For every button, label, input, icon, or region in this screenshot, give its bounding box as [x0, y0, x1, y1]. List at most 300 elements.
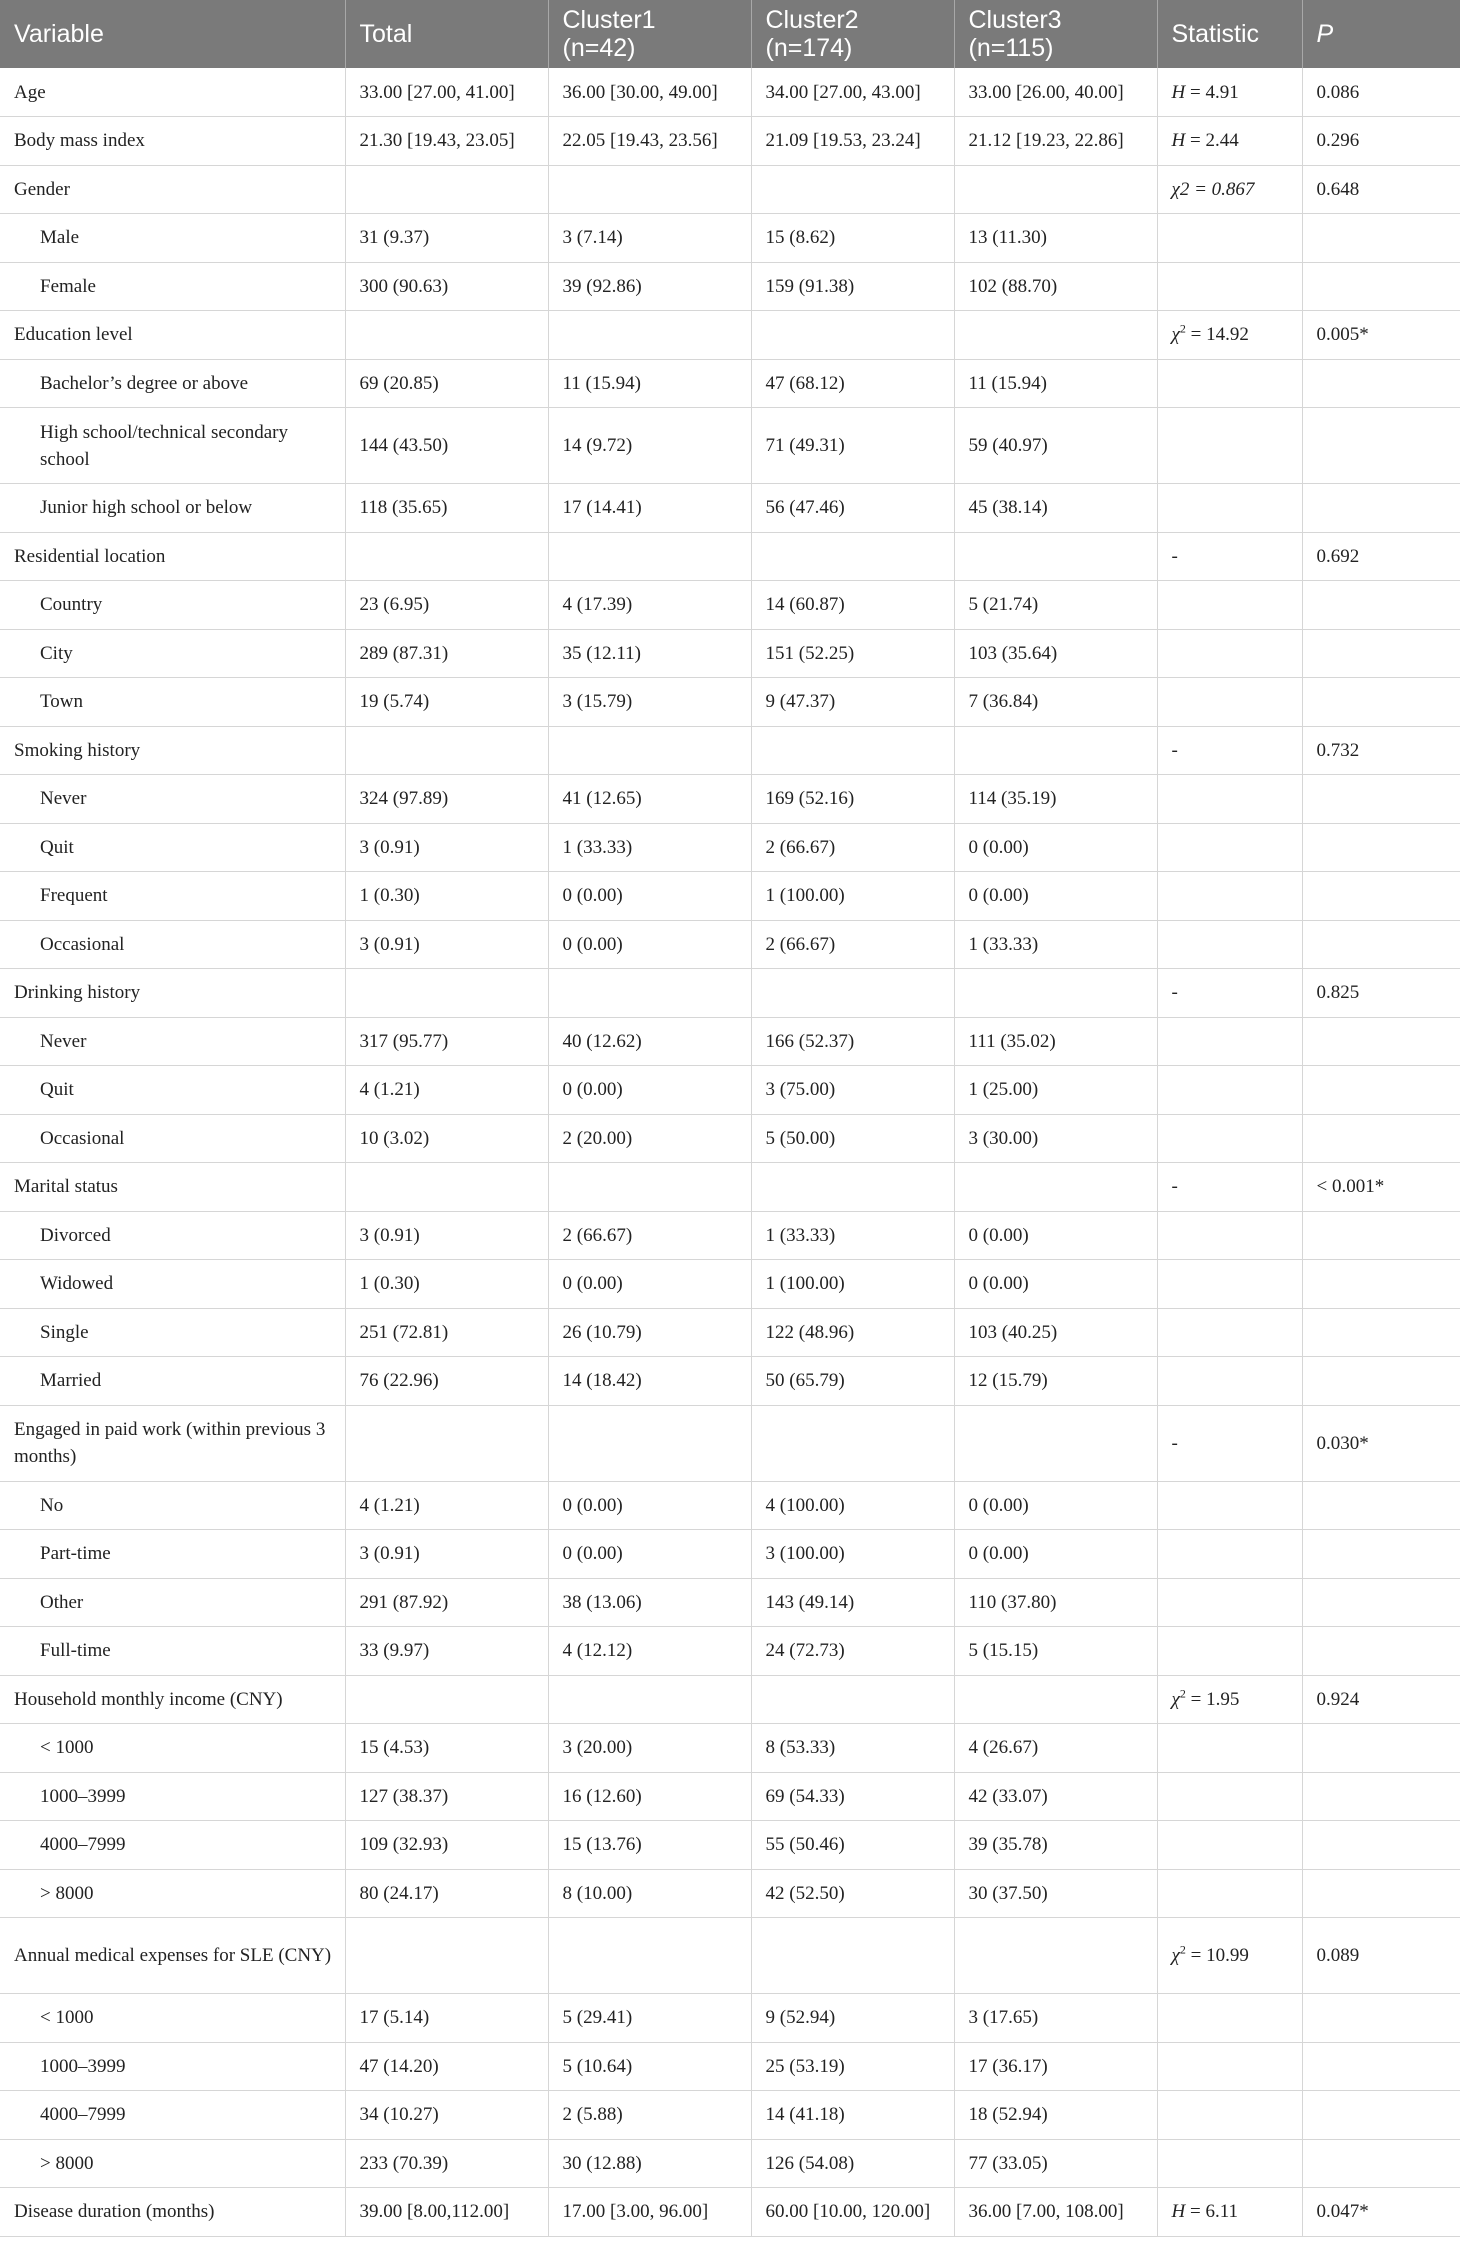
header-cluster1 [548, 0, 751, 68]
table-row-subcategory [0, 2042, 1460, 2091]
table-row-subcategory [0, 823, 1460, 872]
cell-statistic [1157, 2042, 1302, 2091]
cell-cluster3: 77 (33.05) [954, 2139, 1157, 2188]
statistic-value: = 10.99 [1185, 1945, 1249, 1966]
cell-p-value [1302, 872, 1460, 921]
cell-total: 233 (70.39) [345, 2139, 548, 2188]
cell-total: 300 (90.63) [345, 262, 548, 311]
cell-total: 23 (6.95) [345, 581, 548, 630]
cell-cluster2: 1 (100.00) [751, 1260, 954, 1309]
statistic-value: = 4.91 [1185, 81, 1239, 103]
cell-cluster1: 14 (9.72) [548, 408, 751, 484]
cell-cluster1: 0 (0.00) [548, 872, 751, 921]
cell-statistic [1157, 1308, 1302, 1357]
cell-total: 33.00 [27.00, 41.00] [345, 68, 548, 117]
cell-cluster1: 0 (0.00) [548, 1481, 751, 1530]
cell-cluster3: 0 (0.00) [954, 1530, 1157, 1579]
cell-cluster3: 114 (35.19) [954, 775, 1157, 824]
table-row-subcategory [0, 262, 1460, 311]
cell-cluster1 [548, 532, 751, 581]
cell-variable: Divorced [0, 1211, 345, 1260]
cell-cluster3: 33.00 [26.00, 40.00] [954, 68, 1157, 117]
table-row-variable [0, 68, 1460, 117]
statistic-superscript: 2 [1179, 321, 1186, 336]
cell-cluster2: 1 (33.33) [751, 1211, 954, 1260]
header-cluster2-n: (n=174) [765, 34, 853, 62]
cell-total [345, 1405, 548, 1481]
cell-total: 15 (4.53) [345, 1724, 548, 1773]
cell-p-value [1302, 1211, 1460, 1260]
cell-cluster2: 151 (52.25) [751, 629, 954, 678]
cell-statistic [1157, 726, 1302, 775]
cell-p-value [1302, 678, 1460, 727]
cell-variable: Frequent [0, 872, 345, 921]
cell-cluster3 [954, 311, 1157, 360]
cell-total: 118 (35.65) [345, 484, 548, 533]
cell-statistic [1157, 920, 1302, 969]
cell-p-value: 0.732 [1302, 726, 1460, 775]
cell-cluster3: 12 (15.79) [954, 1357, 1157, 1406]
cell-cluster1 [548, 726, 751, 775]
cell-variable: < 1000 [0, 1724, 345, 1773]
cell-total [345, 1163, 548, 1212]
cell-statistic [1157, 2091, 1302, 2140]
statistic-superscript: 2 [1179, 1942, 1186, 1957]
cell-cluster2: 2 (66.67) [751, 823, 954, 872]
cell-statistic [1157, 581, 1302, 630]
table-row-variable [0, 969, 1460, 1018]
cell-total: 69 (20.85) [345, 359, 548, 408]
cell-p-value: 0.924 [1302, 1675, 1460, 1724]
cell-p-value [1302, 1578, 1460, 1627]
cell-cluster3 [954, 532, 1157, 581]
cell-statistic [1157, 532, 1302, 581]
table-row-subcategory [0, 2139, 1460, 2188]
cell-cluster2: 2 (66.67) [751, 920, 954, 969]
table-row-subcategory [0, 872, 1460, 921]
cell-cluster2: 1 (100.00) [751, 872, 954, 921]
cell-statistic [1157, 359, 1302, 408]
cell-p-value [1302, 2091, 1460, 2140]
cell-cluster1: 0 (0.00) [548, 1260, 751, 1309]
cell-p-value [1302, 2139, 1460, 2188]
cell-p-value: 0.005* [1302, 311, 1460, 360]
table-body [0, 68, 1460, 2236]
cell-total [345, 969, 548, 1018]
cell-cluster2: 21.09 [19.53, 23.24] [751, 117, 954, 166]
cell-cluster3 [954, 1405, 1157, 1481]
cell-p-value [1302, 1994, 1460, 2043]
statistic-value: = 2.44 [1185, 130, 1239, 152]
cell-cluster2: 5 (50.00) [751, 1114, 954, 1163]
table-row-subcategory [0, 1114, 1460, 1163]
cell-total: 47 (14.20) [345, 2042, 548, 2091]
cell-cluster2: 14 (60.87) [751, 581, 954, 630]
cell-statistic [1157, 1260, 1302, 1309]
cell-p-value [1302, 1724, 1460, 1773]
cell-p-value [1302, 1066, 1460, 1115]
cell-cluster3: 1 (25.00) [954, 1066, 1157, 1115]
cell-cluster1: 38 (13.06) [548, 1578, 751, 1627]
cell-cluster2: 50 (65.79) [751, 1357, 954, 1406]
statistic-symbol: χ [1171, 1945, 1180, 1966]
cell-cluster3: 3 (30.00) [954, 1114, 1157, 1163]
table-row-variable [0, 117, 1460, 166]
cell-total: 317 (95.77) [345, 1017, 548, 1066]
statistic-superscript: 2 [1179, 1686, 1186, 1701]
header-cluster2-name: Cluster2 [765, 6, 859, 34]
cell-cluster1 [548, 311, 751, 360]
table-row-subcategory [0, 629, 1460, 678]
cell-cluster1: 16 (12.60) [548, 1772, 751, 1821]
cell-p-value [1302, 1114, 1460, 1163]
cell-cluster1: 3 (20.00) [548, 1724, 751, 1773]
table-row-variable [0, 311, 1460, 360]
cell-total: 3 (0.91) [345, 920, 548, 969]
cell-cluster3 [954, 726, 1157, 775]
cell-total: 127 (38.37) [345, 1772, 548, 1821]
cell-cluster1: 8 (10.00) [548, 1869, 751, 1918]
cell-cluster1: 11 (15.94) [548, 359, 751, 408]
cell-statistic [1157, 775, 1302, 824]
cell-variable: 1000–3999 [0, 1772, 345, 1821]
cell-statistic [1157, 1675, 1302, 1724]
cell-variable: Never [0, 1017, 345, 1066]
cell-variable: Smoking history [0, 726, 345, 775]
cell-total: 33 (9.97) [345, 1627, 548, 1676]
cell-cluster3: 0 (0.00) [954, 1481, 1157, 1530]
cell-p-value [1302, 581, 1460, 630]
cell-cluster3 [954, 1675, 1157, 1724]
cell-cluster2: 55 (50.46) [751, 1821, 954, 1870]
table-row-subcategory [0, 1994, 1460, 2043]
cell-cluster1: 40 (12.62) [548, 1017, 751, 1066]
cell-cluster1: 14 (18.42) [548, 1357, 751, 1406]
cell-p-value [1302, 1821, 1460, 1870]
cell-total: 76 (22.96) [345, 1357, 548, 1406]
cell-statistic [1157, 1918, 1302, 1994]
cell-cluster2: 4 (100.00) [751, 1481, 954, 1530]
cell-cluster2: 15 (8.62) [751, 214, 954, 263]
cell-cluster3: 0 (0.00) [954, 1211, 1157, 1260]
cell-p-value [1302, 1530, 1460, 1579]
table-row-subcategory [0, 2091, 1460, 2140]
cell-p-value [1302, 1481, 1460, 1530]
cell-statistic [1157, 1357, 1302, 1406]
cell-cluster2 [751, 1918, 954, 1994]
cell-total: 289 (87.31) [345, 629, 548, 678]
cell-variable: Body mass index [0, 117, 345, 166]
cell-cluster1: 5 (29.41) [548, 1994, 751, 2043]
cell-total: 10 (3.02) [345, 1114, 548, 1163]
cell-p-value [1302, 920, 1460, 969]
cell-p-value [1302, 1869, 1460, 1918]
cell-cluster2 [751, 1675, 954, 1724]
cell-variable: Quit [0, 823, 345, 872]
cell-cluster2 [751, 165, 954, 214]
cell-total: 3 (0.91) [345, 823, 548, 872]
cell-p-value: < 0.001* [1302, 1163, 1460, 1212]
cell-cluster1 [548, 1405, 751, 1481]
cell-cluster2 [751, 311, 954, 360]
cell-statistic [1157, 1405, 1302, 1481]
cell-cluster2: 3 (100.00) [751, 1530, 954, 1579]
cell-total: 80 (24.17) [345, 1869, 548, 1918]
cell-variable: 4000–7999 [0, 1821, 345, 1870]
table-row-subcategory [0, 214, 1460, 263]
cell-cluster3 [954, 969, 1157, 1018]
cell-cluster1: 36.00 [30.00, 49.00] [548, 68, 751, 117]
table-row-subcategory [0, 1530, 1460, 1579]
cell-p-value: 0.086 [1302, 68, 1460, 117]
table-row-variable [0, 1918, 1460, 1994]
cell-statistic [1157, 969, 1302, 1018]
header-cluster3-name: Cluster3 [968, 6, 1062, 34]
cell-cluster2: 47 (68.12) [751, 359, 954, 408]
cell-statistic [1157, 1114, 1302, 1163]
cell-p-value [1302, 359, 1460, 408]
cell-cluster3: 11 (15.94) [954, 359, 1157, 408]
cell-cluster1: 3 (7.14) [548, 214, 751, 263]
cell-p-value [1302, 262, 1460, 311]
cell-statistic [1157, 2139, 1302, 2188]
cell-cluster1: 15 (13.76) [548, 1821, 751, 1870]
header-total: Total [345, 0, 548, 68]
cell-statistic [1157, 1578, 1302, 1627]
cell-cluster2: 169 (52.16) [751, 775, 954, 824]
cell-p-value: 0.296 [1302, 117, 1460, 166]
cell-variable: City [0, 629, 345, 678]
cell-statistic [1157, 678, 1302, 727]
cell-cluster2: 122 (48.96) [751, 1308, 954, 1357]
cell-statistic [1157, 1994, 1302, 2043]
cell-cluster1: 30 (12.88) [548, 2139, 751, 2188]
cell-cluster2: 143 (49.14) [751, 1578, 954, 1627]
cell-cluster2: 56 (47.46) [751, 484, 954, 533]
cell-cluster2 [751, 1163, 954, 1212]
cell-cluster3: 7 (36.84) [954, 678, 1157, 727]
statistic-value: - [1171, 739, 1178, 761]
cell-cluster3: 102 (88.70) [954, 262, 1157, 311]
cell-statistic [1157, 311, 1302, 360]
cell-variable: Male [0, 214, 345, 263]
cell-cluster3: 17 (36.17) [954, 2042, 1157, 2091]
cell-cluster3: 39 (35.78) [954, 1821, 1157, 1870]
table-row-variable [0, 1405, 1460, 1481]
cell-cluster3: 3 (17.65) [954, 1994, 1157, 2043]
cell-cluster3: 111 (35.02) [954, 1017, 1157, 1066]
table-row-subcategory [0, 775, 1460, 824]
cell-variable: Engaged in paid work (within previous 3 months) [0, 1405, 345, 1481]
cell-total: 1 (0.30) [345, 872, 548, 921]
cell-p-value [1302, 1357, 1460, 1406]
cell-cluster2: 8 (53.33) [751, 1724, 954, 1773]
cell-cluster1 [548, 165, 751, 214]
cell-variable: Age [0, 68, 345, 117]
table-row-subcategory [0, 1066, 1460, 1115]
cell-p-value [1302, 1627, 1460, 1676]
cell-statistic [1157, 872, 1302, 921]
cell-cluster1: 2 (5.88) [548, 2091, 751, 2140]
table-row-subcategory [0, 1308, 1460, 1357]
cell-cluster3: 110 (37.80) [954, 1578, 1157, 1627]
cell-variable: Other [0, 1578, 345, 1627]
header-p-value: P [1302, 0, 1460, 68]
cell-cluster3: 0 (0.00) [954, 872, 1157, 921]
cell-variable: Education level [0, 311, 345, 360]
cell-cluster1: 1 (33.33) [548, 823, 751, 872]
cell-total: 1 (0.30) [345, 1260, 548, 1309]
cell-cluster1: 41 (12.65) [548, 775, 751, 824]
cell-cluster1: 5 (10.64) [548, 2042, 751, 2091]
table-row-subcategory [0, 1821, 1460, 1870]
cell-variable: Quit [0, 1066, 345, 1115]
cell-cluster3: 5 (21.74) [954, 581, 1157, 630]
cell-p-value: 0.089 [1302, 1918, 1460, 1994]
cell-statistic [1157, 1724, 1302, 1773]
cell-cluster1 [548, 969, 751, 1018]
cell-cluster2 [751, 969, 954, 1018]
cell-variable: No [0, 1481, 345, 1530]
cell-cluster3 [954, 1163, 1157, 1212]
cell-statistic [1157, 1066, 1302, 1115]
cell-statistic [1157, 117, 1302, 166]
cell-p-value: 0.825 [1302, 969, 1460, 1018]
cell-p-value [1302, 484, 1460, 533]
cell-cluster1: 2 (66.67) [548, 1211, 751, 1260]
cell-total: 4 (1.21) [345, 1066, 548, 1115]
table-row-subcategory [0, 1017, 1460, 1066]
cell-cluster2: 69 (54.33) [751, 1772, 954, 1821]
cell-statistic [1157, 1017, 1302, 1066]
cell-p-value: 0.692 [1302, 532, 1460, 581]
cell-cluster3: 103 (35.64) [954, 629, 1157, 678]
cell-statistic [1157, 262, 1302, 311]
cell-total [345, 165, 548, 214]
cell-statistic [1157, 629, 1302, 678]
cell-variable: Never [0, 775, 345, 824]
cell-cluster2: 9 (47.37) [751, 678, 954, 727]
cell-p-value: 0.030* [1302, 1405, 1460, 1481]
cell-statistic [1157, 1627, 1302, 1676]
statistic-value: = 14.92 [1185, 324, 1249, 346]
statistic-value: - [1171, 1176, 1178, 1198]
cell-cluster1: 4 (12.12) [548, 1627, 751, 1676]
header-cluster2 [751, 0, 954, 68]
cell-statistic [1157, 1530, 1302, 1579]
table-row-subcategory [0, 920, 1460, 969]
cell-cluster1: 0 (0.00) [548, 1530, 751, 1579]
cell-statistic [1157, 214, 1302, 263]
cell-cluster1: 0 (0.00) [548, 1066, 751, 1115]
cell-cluster1: 35 (12.11) [548, 629, 751, 678]
cell-p-value: 0.648 [1302, 165, 1460, 214]
cell-variable: Full-time [0, 1627, 345, 1676]
statistic-symbol: H [1171, 2201, 1186, 2223]
cell-total [345, 1675, 548, 1724]
cell-total: 4 (1.21) [345, 1481, 548, 1530]
statistic-symbol: H [1171, 81, 1186, 103]
cell-cluster1: 26 (10.79) [548, 1308, 751, 1357]
cell-cluster3: 5 (15.15) [954, 1627, 1157, 1676]
cell-p-value [1302, 2042, 1460, 2091]
cell-variable: Town [0, 678, 345, 727]
table-row-variable [0, 2188, 1460, 2237]
cell-cluster3: 18 (52.94) [954, 2091, 1157, 2140]
table-row-subcategory [0, 581, 1460, 630]
cell-cluster3: 36.00 [7.00, 108.00] [954, 2188, 1157, 2237]
cell-cluster1: 17.00 [3.00, 96.00] [548, 2188, 751, 2237]
table-row-subcategory [0, 1578, 1460, 1627]
cell-total: 324 (97.89) [345, 775, 548, 824]
cell-cluster3 [954, 165, 1157, 214]
table-row-variable [0, 1163, 1460, 1212]
cell-cluster1 [548, 1675, 751, 1724]
cell-variable: Disease duration (months) [0, 2188, 345, 2237]
table-row-subcategory [0, 1772, 1460, 1821]
table-row-variable [0, 726, 1460, 775]
table-row-subcategory [0, 1260, 1460, 1309]
cell-variable: Occasional [0, 920, 345, 969]
cell-variable: Occasional [0, 1114, 345, 1163]
cell-cluster3: 30 (37.50) [954, 1869, 1157, 1918]
cell-variable: Marital status [0, 1163, 345, 1212]
table-row-variable [0, 1675, 1460, 1724]
statistic-value: - [1171, 545, 1178, 567]
table-row-subcategory [0, 408, 1460, 484]
cell-cluster1: 39 (92.86) [548, 262, 751, 311]
cell-cluster3: 1 (33.33) [954, 920, 1157, 969]
cell-cluster2: 25 (53.19) [751, 2042, 954, 2091]
cell-total: 109 (32.93) [345, 1821, 548, 1870]
cell-p-value [1302, 1260, 1460, 1309]
cell-statistic [1157, 408, 1302, 484]
cell-statistic [1157, 484, 1302, 533]
cell-p-value [1302, 775, 1460, 824]
table-row-subcategory [0, 359, 1460, 408]
cell-variable: Part-time [0, 1530, 345, 1579]
cell-total: 34 (10.27) [345, 2091, 548, 2140]
cell-statistic [1157, 1869, 1302, 1918]
header-cluster1-n: (n=42) [562, 34, 636, 62]
statistic-symbol: H [1171, 130, 1186, 152]
cell-cluster2: 60.00 [10.00, 120.00] [751, 2188, 954, 2237]
header-statistic: Statistic [1157, 0, 1302, 68]
cell-total [345, 311, 548, 360]
cell-statistic [1157, 2188, 1302, 2237]
table-row-subcategory [0, 678, 1460, 727]
cell-cluster2 [751, 1405, 954, 1481]
cell-cluster3: 0 (0.00) [954, 823, 1157, 872]
statistic-symbol: χ2 = 0.867 [1171, 178, 1255, 200]
cell-p-value [1302, 408, 1460, 484]
cell-cluster3: 59 (40.97) [954, 408, 1157, 484]
cell-cluster3: 4 (26.67) [954, 1724, 1157, 1773]
statistic-value: - [1171, 1432, 1178, 1454]
cell-cluster3: 21.12 [19.23, 22.86] [954, 117, 1157, 166]
cell-cluster1: 0 (0.00) [548, 920, 751, 969]
cell-variable: Household monthly income (CNY) [0, 1675, 345, 1724]
header-cluster3 [954, 0, 1157, 68]
cell-cluster2: 24 (72.73) [751, 1627, 954, 1676]
cell-statistic [1157, 1821, 1302, 1870]
table-row-subcategory [0, 1869, 1460, 1918]
cell-cluster3 [954, 1918, 1157, 1994]
cell-cluster2: 159 (91.38) [751, 262, 954, 311]
cell-total [345, 532, 548, 581]
cell-variable: 1000–3999 [0, 2042, 345, 2091]
statistic-symbol: χ [1171, 1688, 1180, 1710]
